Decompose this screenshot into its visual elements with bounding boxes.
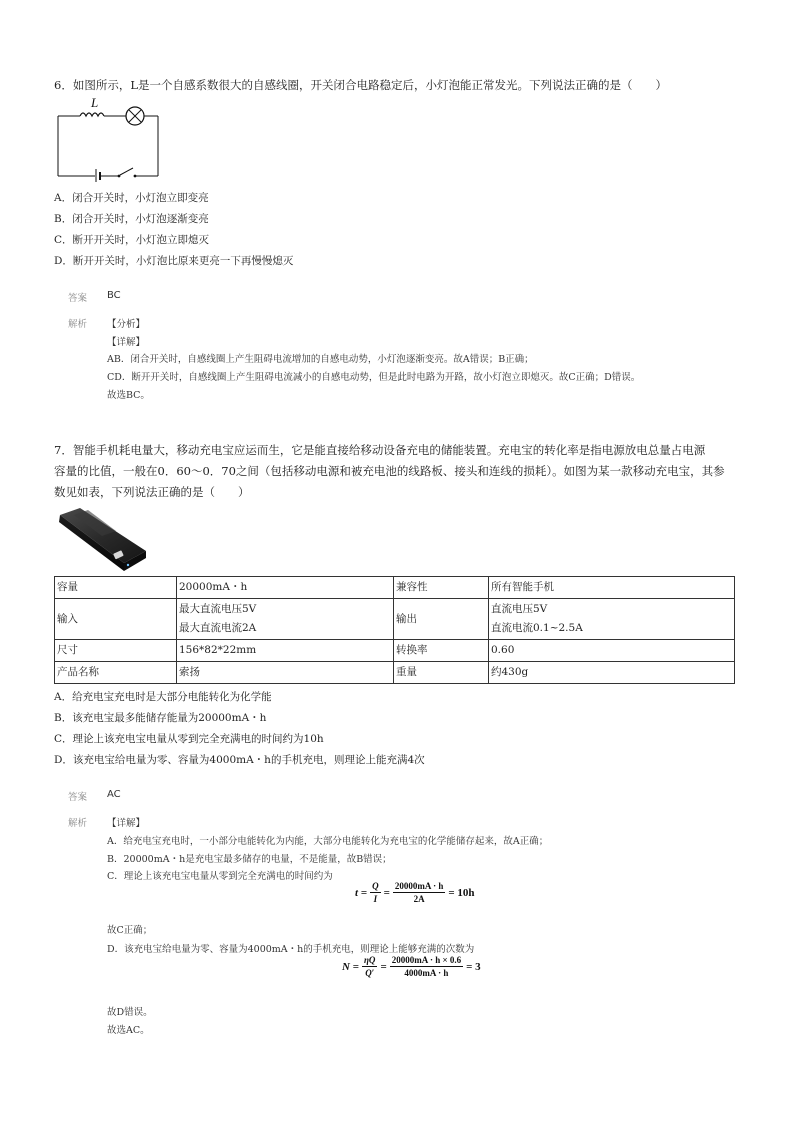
q6-option-c: C．断开开关时，小灯泡立即熄灭: [54, 234, 210, 246]
table-cell: 所有智能手机: [489, 577, 735, 599]
table-cell: 0.60: [489, 640, 735, 662]
table-cell: 20000mA・h: [177, 577, 394, 599]
q6-option-d: D．断开开关时，小灯泡比原来更亮一下再慢慢熄灭: [54, 255, 294, 267]
table-cell: 156*82*22mm: [177, 640, 394, 662]
q7-analysis-line-c-end: 故C正确；: [107, 925, 153, 936]
table-cell: 尺寸: [55, 640, 177, 662]
q7-option-b: B．该充电宝最多能储存能量为20000mA・h: [54, 712, 267, 724]
table-cell: 重量: [394, 662, 489, 684]
q6-analysis-detail-heading: 【详解】: [107, 337, 146, 348]
formula-charge-count: N = $\frac{\eta Q}{Q'}$ = $\frac{20000mA \cdot h \times 0.6}{4000mA \cdot h}$ = 3: [342, 955, 481, 978]
q7-option-c: C．理论上该充电宝电量从零到完全充满电的时间约为10h: [54, 733, 324, 745]
q7-analysis-conclusion: 故选AC。: [107, 1025, 150, 1036]
q6-analysis-line-cd: CD．断开开关时，自感线圈上产生阻碍电流减小的自感电动势，但是此时电路为开路，故小灯泡立即熄灭。故C正确；D错误。: [107, 372, 641, 383]
q7-stem-line-3: 数见如表，下列说法正确的是（ ）: [54, 485, 250, 499]
q6-analysis-label: 解析: [68, 319, 88, 330]
table-cell: 输入: [55, 599, 177, 640]
table-row: [55, 662, 735, 684]
q7-stem-line-2: 容量的比值，一般在0．60～0．70之间（包括移动电源和被充电池的线路板、接头和连线的损耗）。如图为某一款移动充电宝，其参: [54, 464, 725, 478]
table-cell: 约430g: [489, 662, 735, 684]
inductor-label: L: [91, 96, 99, 110]
table-cell: 转换率: [394, 640, 489, 662]
inductor-lamp-circuit-diagram: [54, 96, 162, 182]
formula-charging-time: t = $\frac{Q}{I}$ = $\frac{20000mA \cdot h}{2A}$ = 10h: [355, 881, 475, 904]
inductor-coil-icon: [80, 113, 104, 116]
table-cell: 容量: [55, 577, 177, 599]
q7-analysis-line-a: A．给充电宝充电时，一小部分电能转化为内能，大部分电能转化为充电宝的化学能储存起来，故A正确；: [107, 836, 549, 847]
q7-option-d: D．该充电宝给电量为零、容量为4000mA・h的手机充电，则理论上能充满4次: [54, 754, 425, 766]
q7-answer-label: 答案: [68, 792, 88, 803]
battery-icon: [96, 169, 100, 182]
q6-option-a: A．闭合开关时，小灯泡立即变亮: [54, 192, 209, 204]
q6-analysis-conclusion: 故选BC。: [107, 390, 150, 401]
table-row: [55, 577, 735, 599]
power-bank-spec-table: [54, 576, 735, 684]
lamp-icon: [126, 107, 144, 125]
table-cell: 索扬: [177, 662, 394, 684]
q7-option-a: A．给充电宝充电时是大部分电能转化为化学能: [54, 691, 272, 703]
q7-analysis-line-d: D．该充电宝给电量为零、容量为4000mA・h的手机充电，则理论上能够充满的次数为: [107, 944, 475, 955]
q7-stem-line-1: 7．智能手机耗电量大，移动充电宝应运而生，它是能直接给移动设备充电的储能装置。充电宝的转化率是指电源放电总量占电源: [54, 443, 706, 457]
q6-answer-label: 答案: [68, 293, 88, 304]
table-cell: 兼容性: [394, 577, 489, 599]
q6-analysis-heading: 【分析】: [107, 319, 146, 330]
q6-stem: 6．如图所示，L是一个自感系数很大的自感线圈，开关闭合电路稳定后，小灯泡能正常发光。下列说法正确的是（ ）: [54, 78, 667, 92]
table-cell: 最大直流电压5V 最大直流电流2A: [177, 599, 394, 640]
q7-analysis-heading: 【详解】: [107, 818, 146, 829]
table-cell: 直流电压5V 直流电流0.1~2.5A: [489, 599, 735, 640]
q7-analysis-line-b: B．20000mA・h是充电宝最多储存的电量，不是能量，故B错误；: [107, 854, 392, 865]
power-bank-photo: [54, 505, 150, 577]
table-cell: 输出: [394, 599, 489, 640]
table-cell: 产品名称: [55, 662, 177, 684]
q6-analysis-line-ab: AB．闭合开关时，自感线圈上产生阻碍电流增加的自感电动势，小灯泡逐渐变亮。故A错误；B正确；: [107, 354, 534, 365]
q7-analysis-label: 解析: [68, 818, 88, 829]
q6-option-b: B．闭合开关时，小灯泡逐渐变亮: [54, 213, 209, 225]
table-row: [55, 640, 735, 662]
q7-analysis-line-d-end: 故D错误。: [107, 1007, 153, 1018]
q7-answer: AC: [107, 789, 121, 800]
q6-answer: BC: [107, 290, 121, 301]
switch-icon: [118, 168, 137, 177]
table-row: [55, 599, 735, 640]
q7-analysis-line-c: C．理论上该充电宝电量从零到完全充满电的时间约为: [107, 871, 333, 882]
